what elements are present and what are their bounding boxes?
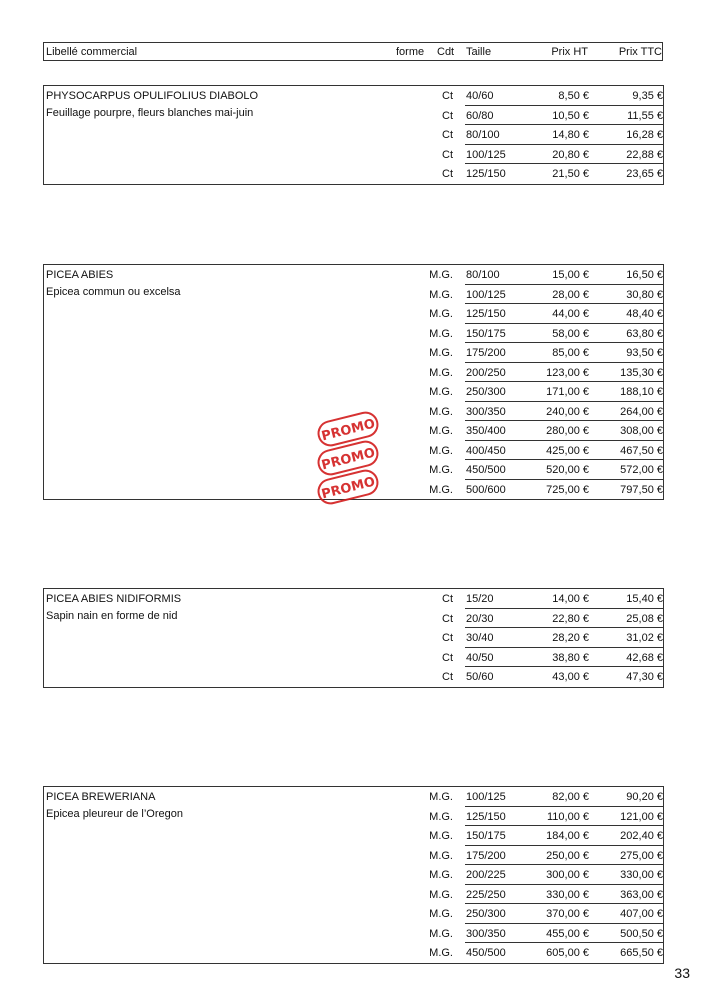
cell-taille: 300/350 [466, 927, 506, 940]
table-row [44, 667, 663, 687]
cell-prix-ttc: 9,35 € [632, 90, 663, 102]
cell-cdt: M.G. [429, 386, 453, 398]
product-name: PICEA BREWERIANA [46, 791, 156, 803]
cell-cdt: Ct [442, 90, 453, 102]
cell-prix-ttc: 467,50 € [620, 444, 663, 457]
table-row [44, 826, 663, 846]
cell-cdt: Ct [442, 168, 453, 180]
cell-prix-ht: 330,00 € [546, 888, 589, 901]
cell-prix-ttc: 797,50 € [620, 483, 663, 496]
cell-cdt: M.G. [429, 366, 453, 379]
cell-prix-ttc: 202,40 € [620, 830, 663, 842]
cell-prix-ttc: 47,30 € [626, 671, 663, 683]
cell-taille: 150/175 [466, 830, 506, 842]
cell-taille: 125/150 [466, 308, 506, 320]
cell-cdt: M.G. [429, 791, 453, 803]
cell-prix-ht: 58,00 € [552, 327, 589, 340]
table-row [44, 324, 663, 344]
cell-taille: 15/20 [466, 593, 494, 605]
cell-cdt: M.G. [429, 888, 453, 901]
cell-prix-ttc: 42,68 € [626, 651, 663, 664]
header-prix-ht: Prix HT [551, 46, 588, 58]
cell-prix-ttc: 572,00 € [620, 464, 663, 476]
cell-prix-ht: 240,00 € [546, 405, 589, 418]
cell-prix-ht: 280,00 € [546, 425, 589, 437]
cell-prix-ht: 85,00 € [552, 347, 589, 359]
product-name: PICEA ABIES NIDIFORMIS [46, 593, 182, 605]
cell-prix-ht: 44,00 € [552, 308, 589, 320]
cell-cdt: M.G. [429, 908, 453, 920]
cell-prix-ht: 43,00 € [552, 671, 589, 683]
cell-prix-ttc: 188,10 € [620, 386, 663, 398]
cell-prix-ttc: 48,40 € [626, 308, 663, 320]
cell-taille: 20/30 [466, 612, 494, 625]
cell-cdt: M.G. [429, 947, 453, 959]
table-row [44, 589, 663, 609]
header-libelle: Libellé commercial [46, 46, 138, 58]
cell-taille: 175/200 [466, 347, 506, 359]
cell-prix-ht: 110,00 € [546, 810, 589, 823]
cell-taille: 450/500 [466, 464, 506, 476]
cell-taille: 350/400 [466, 425, 506, 437]
cell-taille: 200/250 [466, 366, 506, 379]
cell-cdt: M.G. [429, 927, 453, 940]
cell-cdt: M.G. [429, 464, 453, 476]
cell-cdt: M.G. [429, 347, 453, 359]
cell-prix-ttc: 25,08 € [626, 612, 663, 625]
cell-prix-ht: 605,00 € [546, 947, 589, 959]
cell-prix-ttc: 15,40 € [626, 593, 663, 605]
table-row [44, 164, 663, 184]
cell-cdt: Ct [442, 671, 453, 683]
cell-cdt: M.G. [429, 269, 453, 281]
cell-taille: 40/50 [466, 651, 494, 664]
product-name: PICEA ABIES [46, 269, 114, 281]
cell-prix-ht: 455,00 € [546, 927, 589, 940]
table-row [44, 628, 663, 648]
header-prix-ttc: Prix TTC [618, 46, 662, 58]
table-row [44, 807, 663, 827]
cell-cdt: Ct [442, 632, 453, 644]
cell-prix-ttc: 135,30 € [620, 366, 663, 379]
cell-cdt: M.G. [429, 849, 453, 862]
cell-taille: 225/250 [466, 888, 506, 901]
cell-prix-ttc: 31,02 € [626, 632, 663, 644]
cell-taille: 250/300 [466, 386, 506, 398]
cell-prix-ttc: 665,50 € [620, 947, 663, 959]
product-description: Feuillage pourpre, fleurs blanches mai-juin [46, 107, 254, 119]
table-row [44, 125, 663, 145]
cell-prix-ttc: 63,80 € [626, 327, 663, 340]
cell-taille: 80/100 [466, 269, 500, 281]
product-block [43, 786, 664, 964]
table-row [44, 609, 663, 629]
cell-prix-ht: 725,00 € [546, 483, 589, 496]
table-row [44, 904, 663, 924]
cell-cdt: Ct [442, 651, 453, 664]
cell-prix-ttc: 121,00 € [620, 810, 663, 823]
product-block [43, 85, 664, 185]
cell-prix-ht: 171,00 € [546, 386, 589, 398]
cell-taille: 450/500 [466, 947, 506, 959]
cell-taille: 300/350 [466, 405, 506, 418]
cell-taille: 100/125 [466, 148, 506, 161]
cell-cdt: M.G. [429, 405, 453, 418]
cell-prix-ht: 28,20 € [552, 632, 589, 644]
cell-prix-ttc: 308,00 € [620, 425, 663, 437]
cell-prix-ht: 123,00 € [546, 366, 589, 379]
cell-cdt: M.G. [429, 869, 453, 881]
cell-taille: 175/200 [466, 849, 506, 862]
cell-prix-ht: 520,00 € [546, 464, 589, 476]
table-row [44, 885, 663, 905]
cell-prix-ht: 20,80 € [552, 148, 589, 161]
header-taille: Taille [466, 46, 492, 58]
cell-taille: 125/150 [466, 810, 506, 823]
cell-prix-ttc: 23,65 € [626, 168, 663, 180]
table-row [44, 343, 663, 363]
cell-prix-ht: 82,00 € [552, 791, 589, 803]
cell-prix-ttc: 11,55 € [627, 109, 663, 122]
cell-prix-ht: 28,00 € [552, 288, 589, 301]
cell-taille: 40/60 [466, 90, 494, 102]
table-row [44, 924, 663, 944]
table-row [44, 943, 663, 963]
product-description: Sapin nain en forme de nid [46, 610, 178, 622]
cell-taille: 150/175 [466, 327, 506, 340]
cell-cdt: Ct [442, 109, 453, 122]
cell-prix-ttc: 407,00 € [620, 908, 663, 920]
cell-cdt: Ct [442, 593, 453, 605]
cell-prix-ttc: 16,28 € [626, 129, 663, 141]
cell-prix-ttc: 264,00 € [620, 405, 663, 418]
header-cdt: Cdt [437, 46, 455, 58]
cell-prix-ttc: 330,00 € [620, 869, 663, 881]
table-row [44, 86, 663, 106]
cell-cdt: M.G. [429, 810, 453, 823]
cell-cdt: M.G. [429, 830, 453, 842]
product-description: Epicea pleureur de l’Oregon [46, 808, 183, 820]
cell-taille: 400/450 [466, 444, 506, 457]
cell-cdt: M.G. [429, 288, 453, 301]
cell-taille: 250/300 [466, 908, 506, 920]
cell-prix-ttc: 90,20 € [626, 791, 663, 803]
cell-prix-ht: 14,80 € [552, 129, 589, 141]
cell-cdt: Ct [442, 612, 453, 625]
cell-taille: 50/60 [466, 671, 494, 683]
promo-stamp: PROMO [315, 409, 381, 449]
cell-taille: 100/125 [466, 791, 506, 803]
cell-prix-ttc: 363,00 € [620, 888, 663, 901]
cell-prix-ht: 425,00 € [546, 444, 589, 457]
promo-stamp: PROMO [315, 438, 381, 478]
cell-taille: 125/150 [466, 168, 506, 180]
promo-stamp: PROMO [315, 467, 381, 507]
cell-prix-ht: 8,50 € [558, 90, 589, 102]
cell-prix-ht: 184,00 € [546, 830, 589, 842]
table-row [44, 304, 663, 324]
cell-prix-ht: 21,50 € [552, 168, 589, 180]
cell-taille: 500/600 [466, 483, 506, 496]
cell-taille: 100/125 [466, 288, 506, 301]
table-row [44, 865, 663, 885]
cell-taille: 30/40 [466, 632, 494, 644]
table-row [44, 846, 663, 866]
cell-prix-ht: 10,50 € [552, 109, 589, 122]
cell-cdt: Ct [442, 129, 453, 141]
table-row [44, 363, 663, 383]
cell-taille: 200/225 [466, 869, 506, 881]
cell-cdt: M.G. [429, 308, 453, 320]
table-row [44, 648, 663, 668]
product-description: Epicea commun ou excelsa [46, 286, 181, 298]
cell-cdt: M.G. [429, 444, 453, 457]
header-forme: forme [396, 46, 425, 58]
cell-taille: 60/80 [466, 109, 494, 122]
cell-prix-ht: 250,00 € [546, 849, 589, 862]
table-row [44, 265, 663, 285]
table-row [44, 382, 663, 402]
table-row [44, 787, 663, 807]
cell-prix-ttc: 30,80 € [626, 288, 663, 301]
cell-prix-ht: 22,80 € [552, 612, 589, 625]
cell-cdt: Ct [442, 148, 453, 161]
cell-prix-ht: 15,00 € [552, 269, 589, 281]
cell-prix-ht: 300,00 € [546, 869, 589, 881]
cell-prix-ttc: 500,50 € [620, 927, 663, 940]
product-block [43, 588, 664, 688]
product-name: PHYSOCARPUS OPULIFOLIUS DIABOLO [46, 90, 259, 102]
page-number: 33 [674, 965, 690, 981]
table-header [43, 42, 663, 61]
cell-cdt: M.G. [429, 327, 453, 340]
cell-prix-ht: 14,00 € [552, 593, 589, 605]
cell-taille: 80/100 [466, 129, 500, 141]
cell-prix-ttc: 275,00 € [620, 849, 663, 862]
cell-prix-ttc: 16,50 € [626, 269, 663, 281]
table-row [44, 106, 663, 126]
cell-cdt: M.G. [429, 425, 453, 437]
cell-prix-ht: 370,00 € [546, 908, 589, 920]
table-row [44, 285, 663, 305]
cell-prix-ttc: 93,50 € [626, 347, 663, 359]
cell-prix-ht: 38,80 € [552, 651, 589, 664]
cell-prix-ttc: 22,88 € [626, 148, 663, 161]
cell-cdt: M.G. [429, 483, 453, 496]
table-row [44, 145, 663, 165]
